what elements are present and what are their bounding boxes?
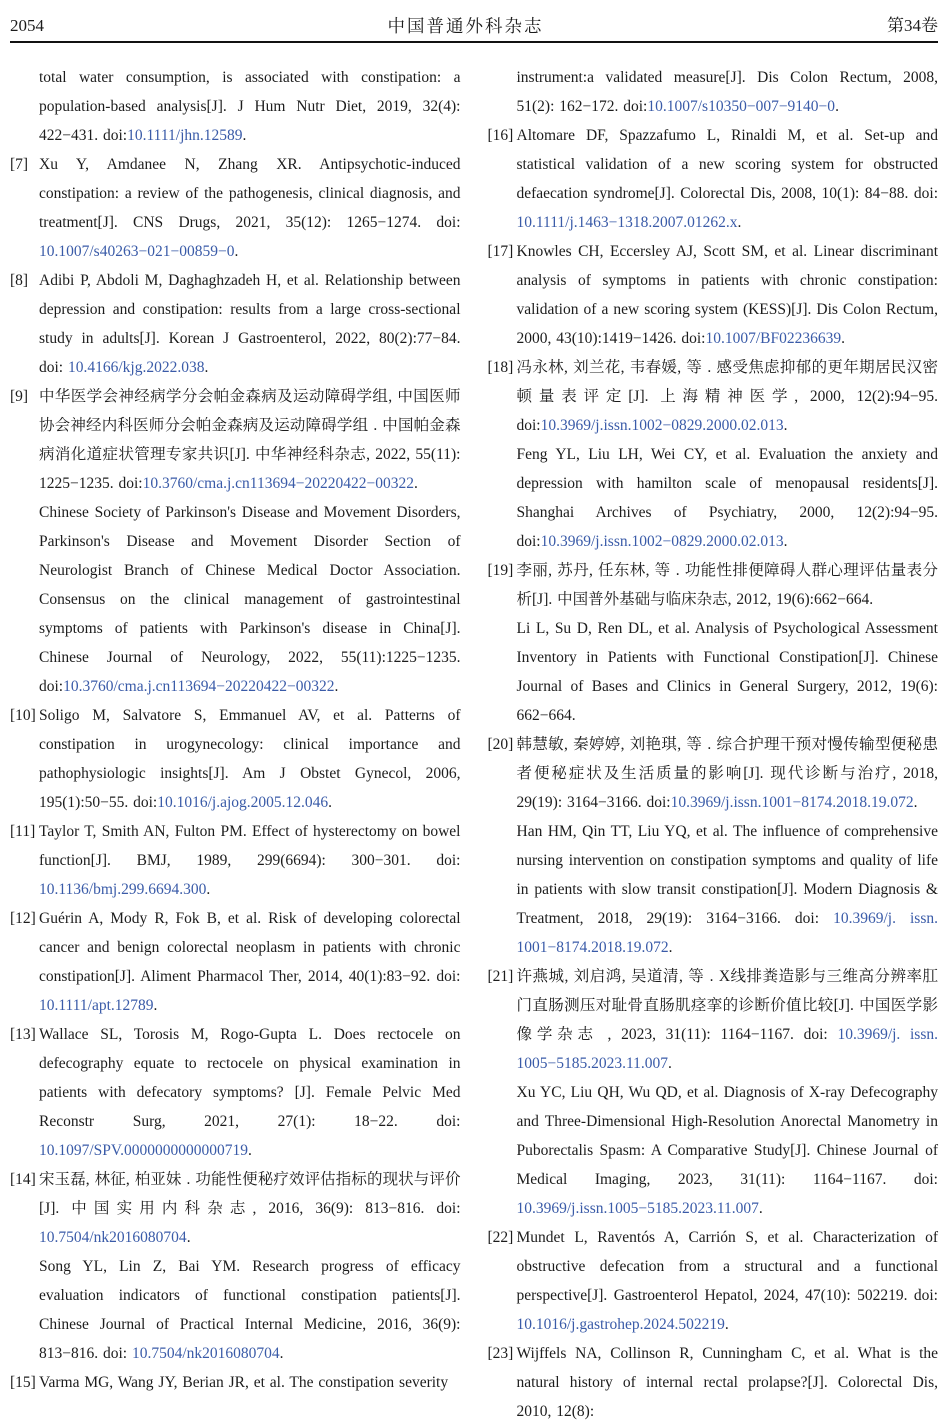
reference-text: Knowles CH, Eccersley AJ, Scott SM, et al. Linear discriminant analysis of symptoms in patients with chronic constipation: validation of a new scoring system (KESS)[J]. Dis Colon Rectum, 2000, 43(10):1419−1426. doi:	[516, 243, 938, 347]
reference-number: [13]	[10, 1026, 36, 1043]
doi-link[interactable]: 10.1111/j.1463−1318.2007.01262.x	[516, 214, 738, 231]
doi-link[interactable]: 10.7504/nk2016080704	[131, 1345, 280, 1362]
reference-item	[10, 817, 461, 904]
reference-text: .	[186, 1229, 191, 1246]
references-column-right	[488, 63, 939, 1426]
reference-number: [12]	[10, 910, 36, 927]
reference-item	[10, 150, 461, 266]
reference-item	[10, 382, 461, 498]
reference-text: .	[758, 1200, 763, 1217]
doi-link[interactable]: 10.3969/j.issn.1002−0829.2000.02.013	[540, 417, 784, 434]
reference-text: Xu Y, Amdanee N, Zhang XR. Antipsychotic-induced constipation: a review of the pathogenesis, clinical diagnosis, and treatment[J]. CNS Drugs, 2021, 35(12): 1265−1274. doi:	[39, 156, 461, 231]
reference-number: [19]	[487, 562, 514, 579]
reference-continuation	[488, 440, 939, 556]
reference-number: [11]	[10, 823, 36, 840]
doi-link[interactable]: 10.1111/apt.12789	[39, 997, 154, 1014]
reference-text: .	[279, 1345, 284, 1362]
reference-text: Wallace SL, Torosis M, Rogo-Gupta L. Does rectocele on defecography equate to rectocele on physical examination in patients with defecatory symptoms? [J]. Female Pelvic Med Reconstr Surg, 2021, 27(1): 18−22. doi:	[39, 1026, 461, 1130]
references-column-left	[10, 63, 461, 1426]
doi-link[interactable]: 10.1136/bmj.299.6694.300	[39, 881, 207, 898]
doi-link[interactable]: 10.3760/cma.j.cn113694−20220422−00322	[63, 678, 335, 695]
reference-number: [18]	[487, 359, 514, 376]
reference-continuation	[488, 1078, 939, 1223]
reference-continuation	[488, 63, 939, 121]
reference-text: Varma MG, Wang JY, Berian JR, et al. The constipation severity	[39, 1374, 449, 1391]
reference-number: [7]	[10, 156, 29, 173]
reference-text: .	[783, 533, 788, 550]
doi-link[interactable]: 10.1016/j.ajog.2005.12.046	[157, 794, 329, 811]
doi-link[interactable]: 10.3969/j. issn. 1001−8174.2018.19.072	[516, 910, 938, 956]
reference-continuation	[10, 498, 461, 701]
reference-text: Soligo M, Salvatore S, Emmanuel AV, et al. Patterns of constipation in urogynecology: clinical importance and pathophysiologic insights[J]. Am J Obstet Gynecol, 2006, 195(1):50−55. doi:	[39, 707, 461, 811]
volume-label: 第34卷	[887, 16, 938, 35]
reference-text: Chinese Society of Parkinson's Disease and Movement Disorders, Parkinson's Disease and Movement Disorder Section of Neurologist Branch of Chinese Medical Doctor Association. Consensus on the clinical management of gastrointestinal symptoms of patients with Parkinson's disease in China[J]. Chinese Journal of Neurology, 2022, 55(11):1225−1235. doi:	[39, 504, 461, 695]
reference-text: 中华医学会神经病学分会帕金森病及运动障碍学组, 中国医师协会神经内科医师分会帕金森病及运动障碍学组 . 中国帕金森病消化道症状管理专家共识[J]. 中华神经科杂志, 2022, 55(11): 1225−1235. doi:	[39, 388, 461, 492]
reference-text: .	[737, 214, 742, 231]
reference-item	[10, 1165, 461, 1252]
reference-continuation	[10, 63, 461, 150]
reference-item	[488, 353, 939, 440]
reference-number: [20]	[487, 736, 514, 753]
doi-link[interactable]: 10.1007/BF02236639	[705, 330, 842, 347]
reference-text: Wijffels NA, Collinson R, Cunningham C, et al. What is the natural history of internal rectal prolapse?[J]. Colorectal Dis, 2010, 12(8):	[516, 1345, 938, 1420]
doi-link[interactable]: 10.1016/j.gastrohep.2024.502219	[516, 1316, 725, 1333]
doi-link[interactable]: 10.1097/SPV.0000000000000719	[39, 1142, 248, 1159]
reference-text: .	[668, 939, 673, 956]
reference-number: [15]	[10, 1374, 36, 1391]
reference-item	[488, 962, 939, 1078]
reference-text: .	[913, 794, 918, 811]
reference-text: Feng YL, Liu LH, Wei CY, et al. Evaluation the anxiety and depression with hamilton scale of menopausal residents[J]. Shanghai Archives of Psychiatry, 2000, 12(2):94−95. doi:	[516, 446, 938, 550]
reference-text: Guérin A, Mody R, Fok B, et al. Risk of developing colorectal cancer and benign colorectal neoplasm in patients with chronic constipation[J]. Aliment Pharmacol Ther, 2014, 40(1):83−92. doi:	[39, 910, 461, 985]
reference-text: total water consumption, is associated with constipation: a population-based analysis[J]. J Hum Nutr Diet, 2019, 32(4): 422−431. doi:	[39, 69, 461, 144]
doi-link[interactable]: 10.3969/j. issn. 1005−5185.2023.11.007	[516, 1026, 939, 1072]
reference-number: [17]	[487, 243, 514, 260]
reference-text: .	[724, 1316, 729, 1333]
doi-link[interactable]: 10.1111/jhn.12589	[127, 127, 243, 144]
doi-link[interactable]: 10.1007/s40263−021−00859−0	[39, 243, 235, 260]
reference-text: .	[835, 98, 839, 115]
reference-item	[488, 556, 939, 614]
reference-text: 宋玉磊, 林征, 柏亚妹 . 功能性便秘疗效评估指标的现状与评价 [J]. 中国实用内科杂志, 2016, 36(9): 813−816. doi:	[39, 1171, 461, 1217]
reference-item	[10, 1368, 461, 1397]
reference-number: [23]	[487, 1345, 514, 1362]
reference-item	[10, 1020, 461, 1165]
doi-link[interactable]: 10.3969/j.issn.1001−8174.2018.19.072	[670, 794, 914, 811]
reference-text: .	[206, 881, 211, 898]
reference-text: Adibi P, Abdoli M, Daghaghzadeh H, et al. Relationship between depression and constipation: results from a large cross-sectional study in adults[J]. Korean J Gastroenterol, 2022, 80(2):77−84. doi:	[39, 272, 461, 376]
reference-text: Song YL, Lin Z, Bai YM. Research progress of efficacy evaluation indicators of functional constipation patients[J]. Chinese Journal of Practical Internal Medicine, 2016, 36(9): 813−816. doi:	[39, 1258, 461, 1362]
reference-continuation	[488, 817, 939, 962]
reference-number: [14]	[10, 1171, 36, 1188]
reference-item	[10, 266, 461, 382]
reference-text: .	[328, 794, 333, 811]
reference-text: 李丽, 苏丹, 任东林, 等 . 功能性排便障碍人群心理评估量表分析[J]. 中国普外基础与临床杂志, 2012, 19(6):662−664.	[516, 562, 938, 608]
reference-item	[488, 1339, 939, 1426]
page-number: 2054	[10, 16, 44, 35]
references-section	[10, 63, 938, 1426]
reference-number: [22]	[487, 1229, 514, 1246]
reference-number: [16]	[487, 127, 514, 144]
reference-text: Mundet L, Raventós A, Carrión S, et al. Characterization of obstructive defecation from a structural and a functional perspective[J]. Gastroenterol Hepatol, 2024, 47(10): 502219. doi:	[516, 1229, 938, 1304]
reference-text: Han HM, Qin TT, Liu YQ, et al. The influence of comprehensive nursing intervention on constipation symptoms and quality of life in patients with slow transit constipation[J]. Modern Diagnosis & Treatment, 2018, 29(19): 3164−3166. doi:	[516, 823, 938, 927]
reference-item	[10, 904, 461, 1020]
doi-link[interactable]: 10.1007/s10350−007−9140−0	[647, 98, 836, 115]
reference-text: .	[234, 243, 239, 260]
reference-text: 许燕城, 刘启鸿, 吴道清, 等 . X线排粪造影与三维高分辨率肛门直肠测压对耻骨直肠肌痉挛的诊断价值比较[J]. 中国医学影像学杂志 , 2023, 31(11): 1164−1167. doi:	[516, 968, 938, 1043]
reference-text: .	[153, 997, 158, 1014]
reference-text: Taylor T, Smith AN, Fulton PM. Effect of hysterectomy on bowel function[J]. BMJ, 1989, 299(6694): 300−301. doi:	[39, 823, 461, 869]
reference-text: .	[248, 1142, 252, 1159]
reference-text: Xu YC, Liu QH, Wu QD, et al. Diagnosis of X-ray Defecography and Three-Dimensional High-Resolution Anorectal Manometry in Puborectalis Spasm: A Comparative Study[J]. Chinese Journal of Medical Imaging, 2023, 31(11): 1164−1167. doi:	[516, 1084, 938, 1188]
page-header	[10, 0, 938, 43]
reference-item	[10, 701, 461, 817]
reference-text: 冯永林, 刘兰花, 韦春媛, 等 . 感受焦虑抑郁的更年期居民汉密顿量表评定[J]. 上海精神医学, 2000, 12(2):94−95. doi:	[516, 359, 938, 434]
doi-link[interactable]: 10.3760/cma.j.cn113694−20220422−00322	[142, 475, 414, 492]
doi-link[interactable]: 10.7504/nk2016080704	[39, 1229, 187, 1246]
reference-text: .	[668, 1055, 672, 1072]
journal-title: 中国普通外科杂志	[387, 16, 544, 36]
reference-text: .	[413, 475, 418, 492]
reference-text: Li L, Su D, Ren DL, et al. Analysis of Psychological Assessment Inventory in Patients with Functional Constipation[J]. Chinese Journal of Bases and Clinics in General Surgery, 2012, 19(6): 662−664.	[516, 620, 938, 724]
reference-text: instrument:a validated measure[J]. Dis Colon Rectum, 2008, 51(2): 162−172. doi:	[516, 69, 938, 115]
reference-text: .	[204, 359, 209, 376]
reference-item	[488, 237, 939, 353]
reference-item	[488, 730, 939, 817]
doi-link[interactable]: 10.4166/kjg.2022.038	[68, 359, 205, 376]
reference-text: Altomare DF, Spazzafumo L, Rinaldi M, et al. Set-up and statistical validation of a new scoring system for obstructed defaecation syndrome[J]. Colorectal Dis, 2008, 10(1): 84−88. doi:	[516, 127, 938, 202]
reference-text: .	[783, 417, 788, 434]
reference-number: [21]	[487, 968, 514, 985]
reference-number: [8]	[10, 272, 29, 289]
reference-item	[488, 121, 939, 237]
reference-text: .	[841, 330, 845, 347]
reference-item	[488, 1223, 939, 1339]
reference-text: .	[242, 127, 247, 144]
reference-continuation	[10, 1252, 461, 1368]
doi-link[interactable]: 10.3969/j.issn.1002−0829.2000.02.013	[540, 533, 784, 550]
reference-text: .	[334, 678, 339, 695]
doi-link[interactable]: 10.3969/j.issn.1005−5185.2023.11.007	[516, 1200, 759, 1217]
reference-number: [9]	[10, 388, 29, 405]
reference-continuation	[488, 614, 939, 730]
reference-number: [10]	[10, 707, 36, 724]
reference-text: 韩慧敏, 秦婷婷, 刘艳琪, 等 . 综合护理干预对慢传输型便秘患者便秘症状及生活质量的影响[J]. 现代诊断与治疗, 2018, 29(19): 3164−3166. doi:	[516, 736, 938, 811]
